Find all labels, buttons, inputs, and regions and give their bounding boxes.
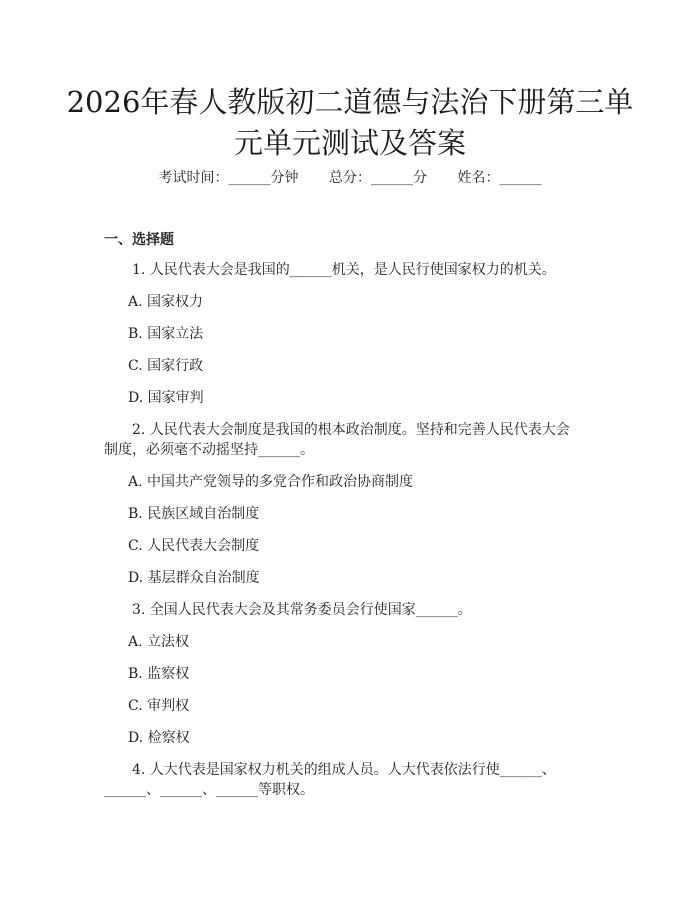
question-1-option-a: A. 国家权力	[128, 294, 204, 310]
student-name: 姓名：______	[457, 170, 542, 186]
question-1: 1. 人民代表大会是我国的______机关，是人民行使国家权力的机关。	[132, 262, 556, 278]
question-1-option-d: D. 国家审判	[128, 390, 204, 406]
question-2: 2. 人民代表大会制度是我国的根本政治制度。坚持和完善人民代表大会制度，必须毫不动摇坚持______。	[104, 422, 570, 458]
total-score: 总分：______分	[329, 170, 427, 186]
exam-meta	[0, 168, 700, 188]
question-2-option-d: D. 基层群众自治制度	[128, 570, 260, 586]
question-3-option-a: A. 立法权	[128, 634, 190, 650]
title-line-2: 元单元测试及答案	[233, 126, 466, 160]
exam-time: 考试时间：______分钟	[158, 170, 299, 186]
question-4: 4. 人大代表是国家权力机关的组成人员。人大代表依法行使______、______、______、______等职权。	[104, 762, 556, 798]
question-3-option-b: B. 监察权	[128, 666, 190, 682]
question-3-option-d: D. 检察权	[128, 730, 190, 746]
question-2-option-c: C. 人民代表大会制度	[128, 538, 260, 554]
document-title	[60, 82, 640, 164]
question-3-option-c: C. 审判权	[128, 698, 190, 714]
section-heading: 一、选择题	[104, 232, 174, 248]
title-line-1: 2026年春人教版初二道德与法治下册第三单	[66, 85, 634, 119]
question-1-option-c: C. 国家行政	[128, 358, 204, 374]
question-3: 3. 全国人民代表大会及其常务委员会行使国家______。	[132, 602, 472, 618]
question-2-option-b: B. 民族区域自治制度	[128, 506, 260, 522]
question-2-option-a: A. 中国共产党领导的多党合作和政治协商制度	[128, 474, 414, 490]
question-1-option-b: B. 国家立法	[128, 326, 204, 342]
